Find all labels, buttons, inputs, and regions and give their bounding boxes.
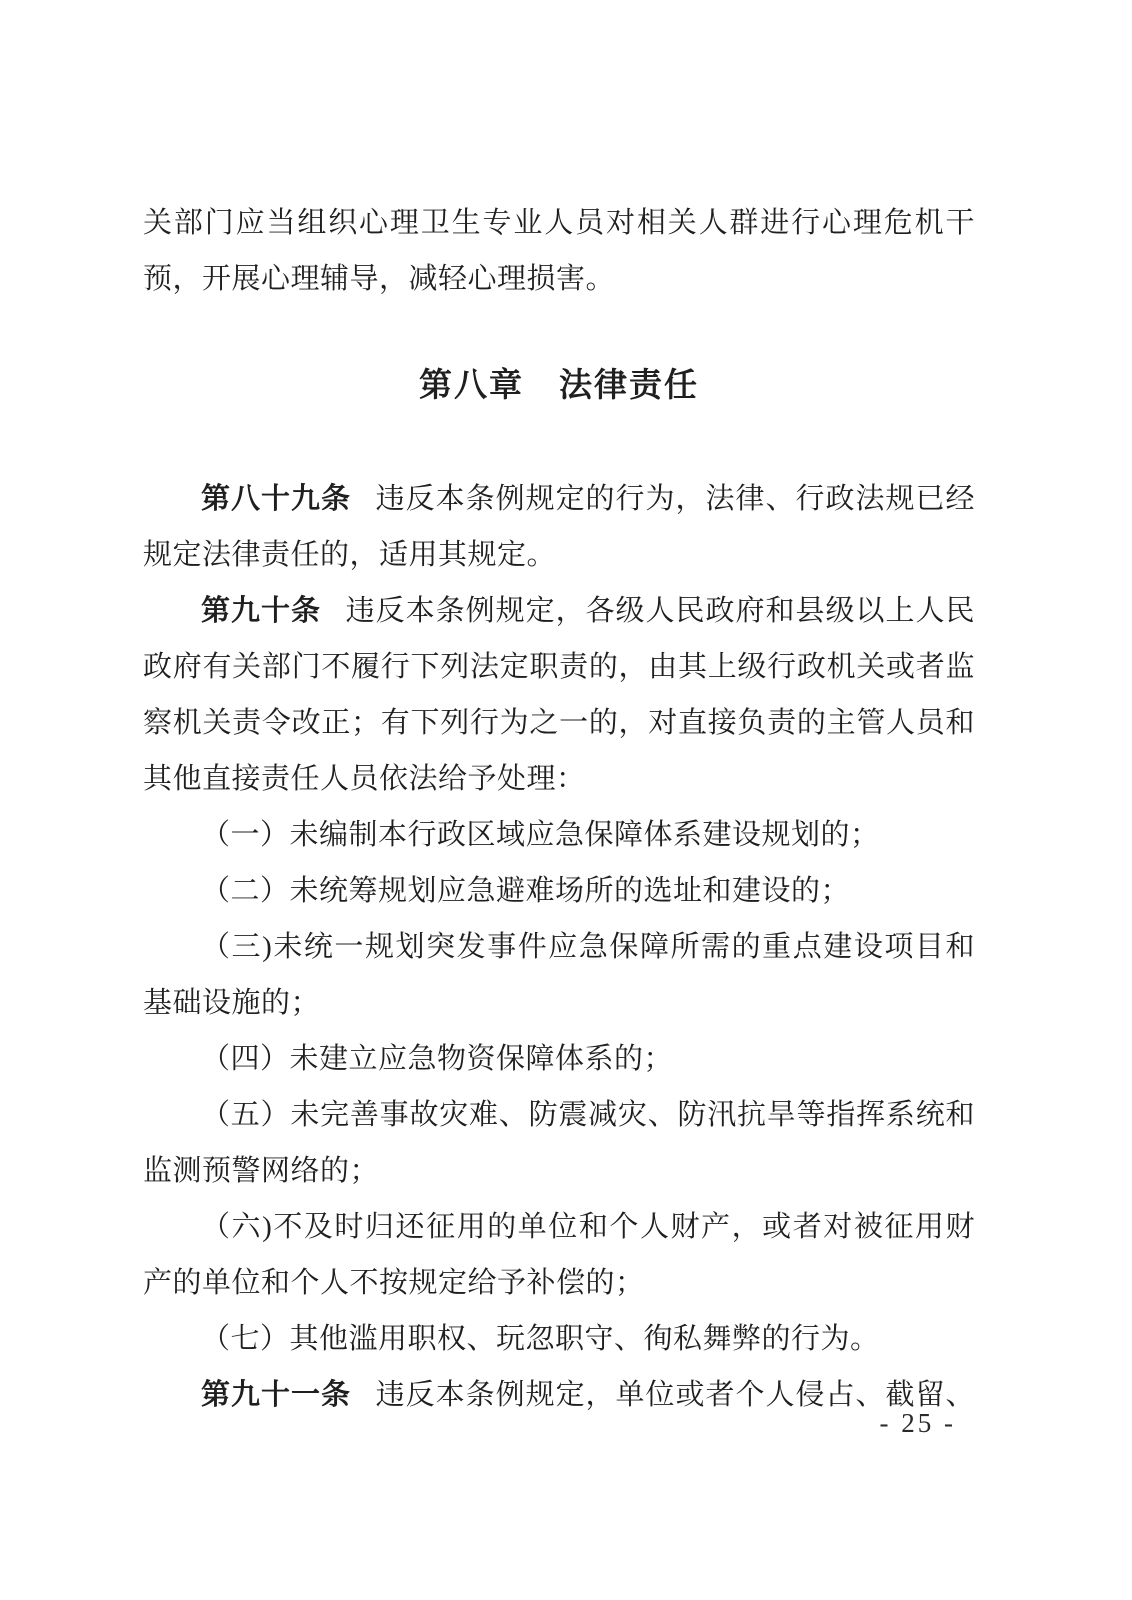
page-number: - 25 - [879, 1408, 956, 1438]
article-text: 违反本条例规定，单位或者个人侵占、截留、 [375, 1379, 975, 1411]
article-number: 第八十九条 [201, 483, 351, 515]
article-text: 违反本条例规定，各级人民政府和县级以上人民 [345, 595, 975, 627]
text-line: 产的单位和个人不按规定给予补偿的； [143, 1267, 645, 1299]
article-line [143, 583, 975, 639]
list-item: （六)不及时归还征用的单位和个人财产，或者对被征用财 [201, 1211, 975, 1243]
text-line: 察机关责令改正；有下列行为之一的，对直接负责的主管人员和 [143, 707, 975, 739]
article-number: 第九十一条 [201, 1379, 351, 1411]
text-line: 基础设施的； [143, 987, 321, 1019]
text-line: 监测预警网络的； [143, 1155, 380, 1187]
list-item: （七）其他滥用职权、玩忽职守、徇私舞弊的行为。 [201, 1323, 880, 1355]
article-line [143, 471, 975, 527]
article-text: 违反本条例规定的行为，法律、行政法规已经 [375, 483, 975, 515]
text-line: 规定法律责任的，适用其规定。 [143, 539, 557, 571]
text-line: 关部门应当组织心理卫生专业人员对相关人群进行心理危机干 [143, 207, 975, 239]
text-line: 其他直接责任人员依法给予处理： [143, 763, 586, 795]
article-line [143, 1367, 975, 1423]
list-item: （二）未统筹规划应急避难场所的选址和建设的； [201, 875, 851, 907]
text-line: 预，开展心理辅导，减轻心理损害。 [143, 263, 616, 295]
list-item: （三)未统一规划突发事件应急保障所需的重点建设项目和 [201, 931, 975, 963]
list-item: （四）未建立应急物资保障体系的； [201, 1043, 674, 1075]
list-item: （五）未完善事故灾难、防震减灾、防汛抗旱等指挥系统和 [201, 1099, 975, 1131]
text-line: 政府有关部门不履行下列法定职责的，由其上级行政机关或者监 [143, 651, 975, 683]
page-body-text [143, 195, 975, 1423]
article-number: 第九十条 [201, 595, 321, 627]
list-item: （一）未编制本行政区域应急保障体系建设规划的； [201, 819, 880, 851]
chapter-heading: 第八章 法律责任 [419, 366, 699, 403]
